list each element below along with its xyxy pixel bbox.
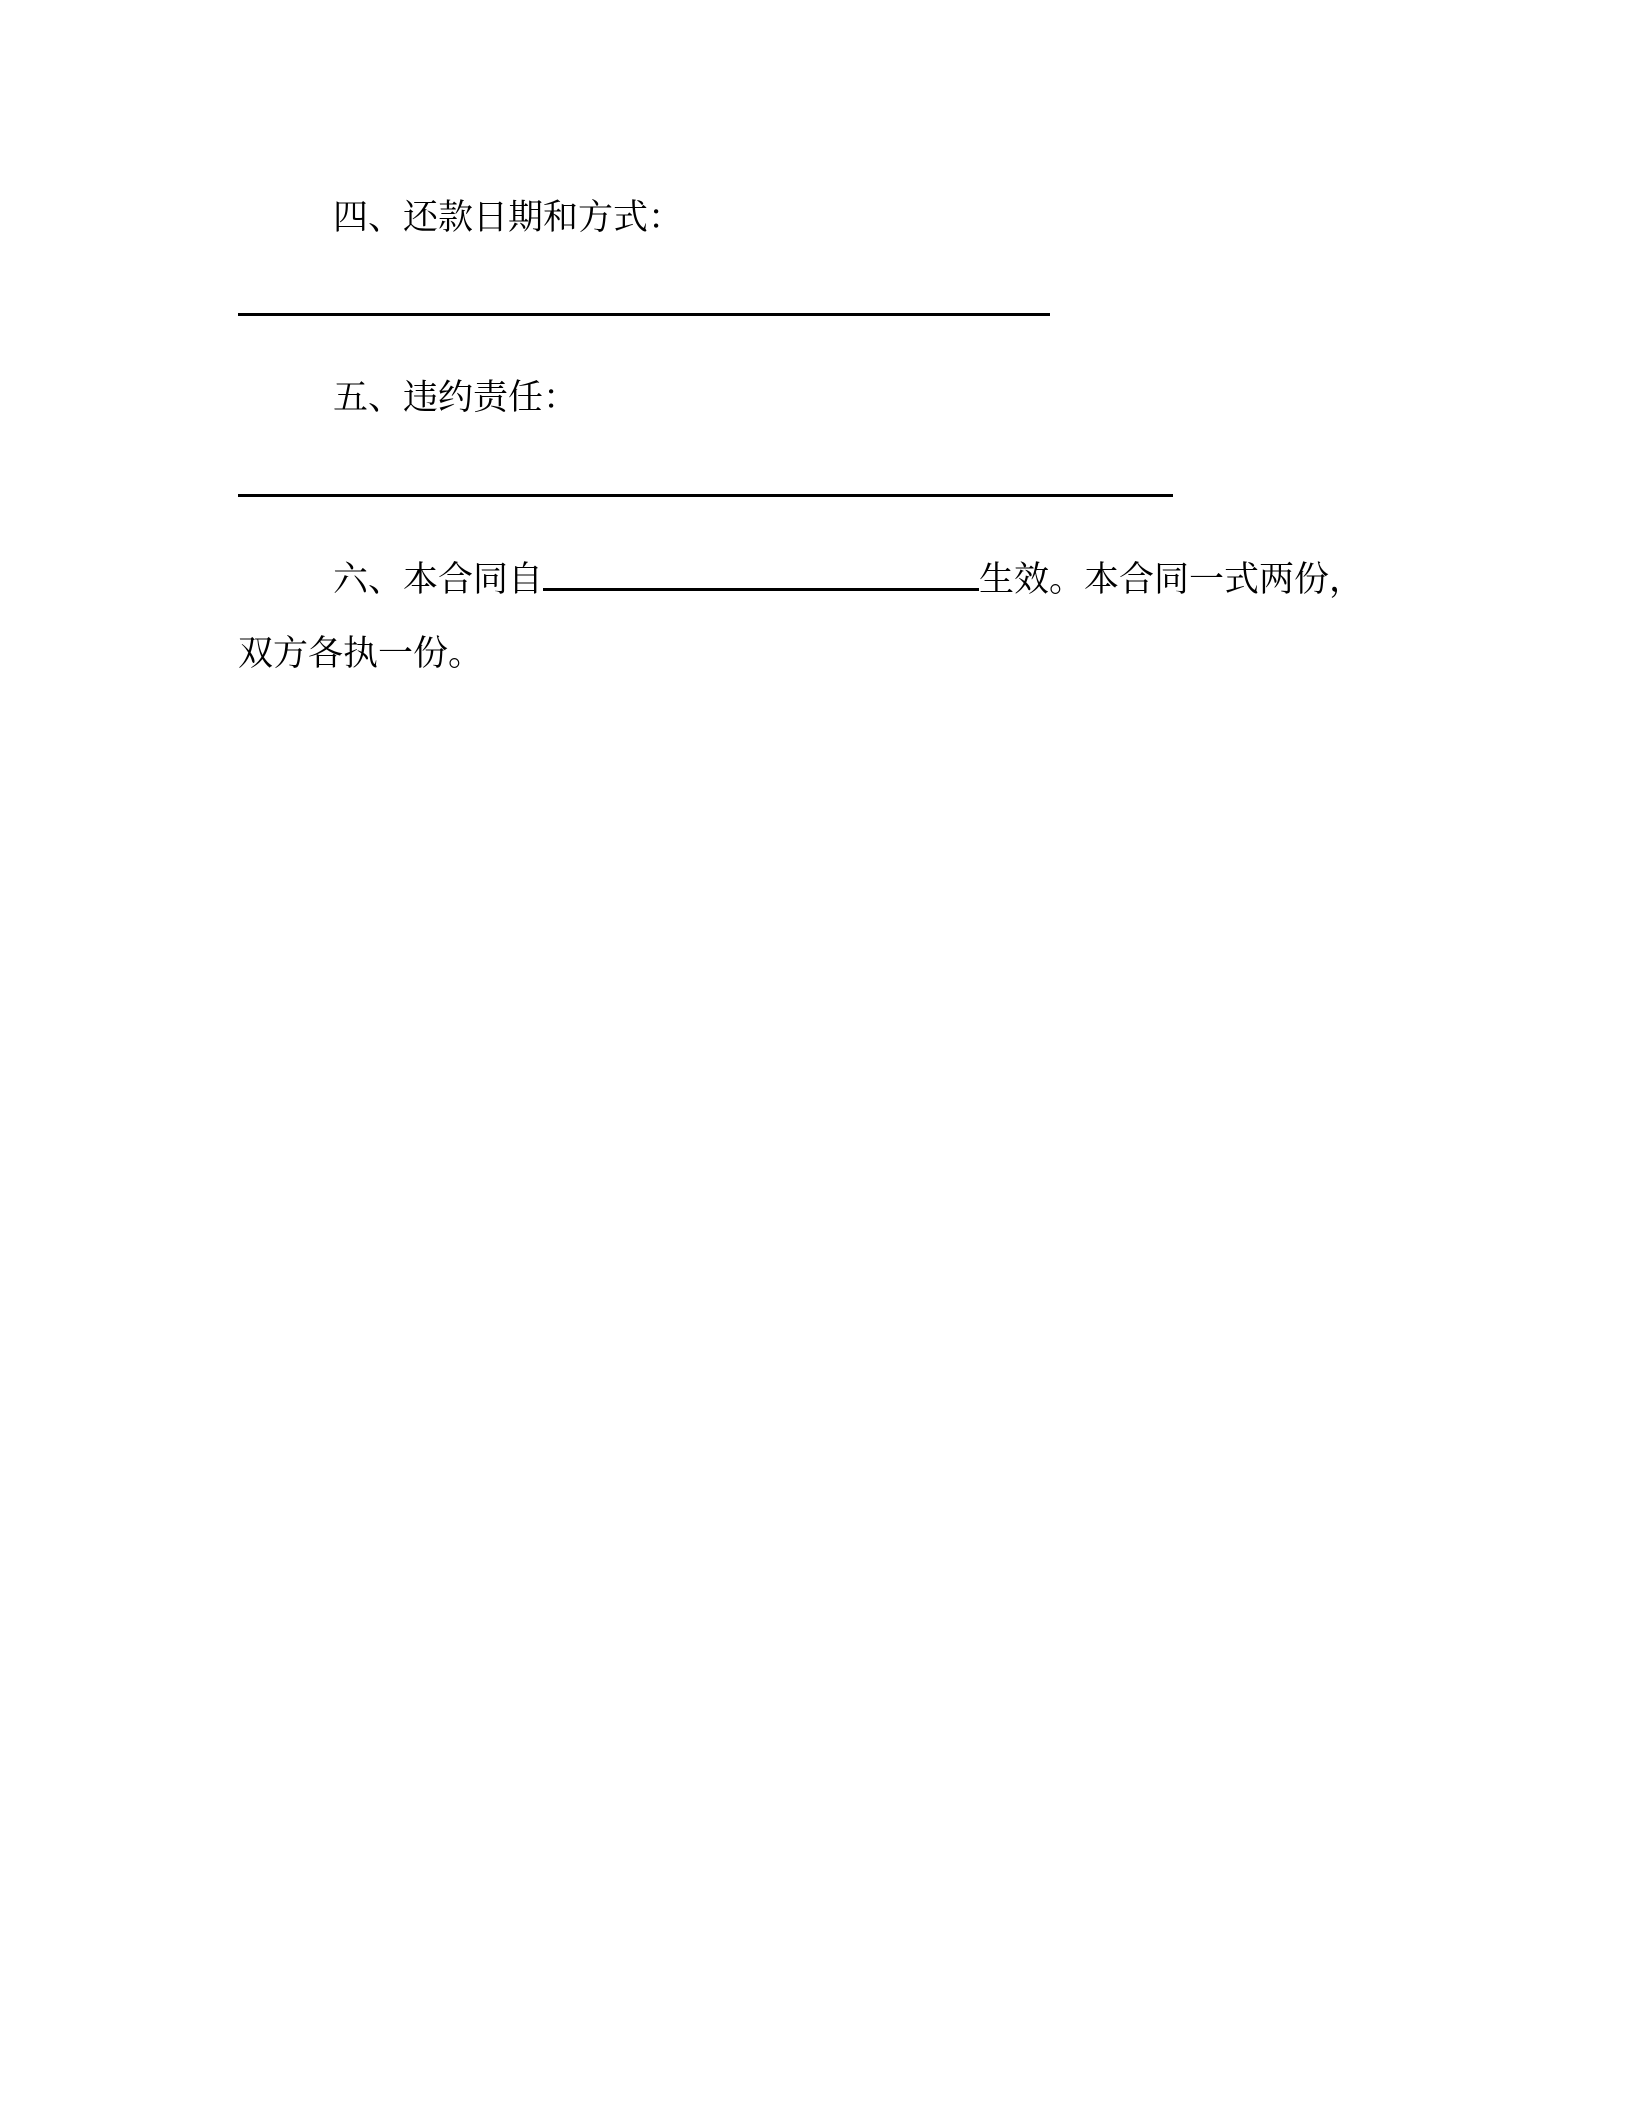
effective-date-blank <box>543 558 979 591</box>
section-four-heading: 四、还款日期和方式： <box>333 198 684 238</box>
section-six-prefix: 六、本合同自 <box>333 560 544 600</box>
section-six-line-1 <box>333 556 1364 604</box>
section-five-blank-line <box>238 494 1173 497</box>
section-six-line-2: 双方各执一份。 <box>238 634 484 674</box>
section-four-blank-line <box>238 313 1050 316</box>
section-five-heading: 五、违约责任： <box>333 378 579 418</box>
section-six-suffix: 生效。本合同一式两份， <box>979 560 1365 600</box>
